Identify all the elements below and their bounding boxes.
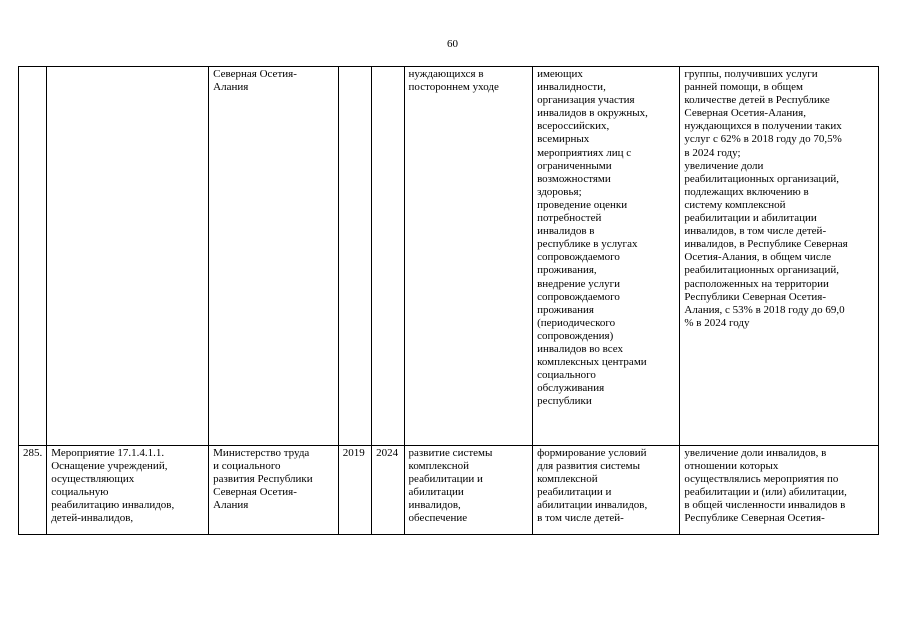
- cell-indicator: группы, получивших услуги ранней помощи, в общем количестве детей в Республике Северная Осетия-Алания, нуждающихся в получении таких услуг с 62% в 2018 году до 70,5% в 2024 году; увеличение доли реабилитационных организаций, подлежащих включению в систему комплексной реабилитации и абилитации инвалидов, в том числе детей- инвалидов, в Республике Северная Осетия-Алания, в общем числе реабилитационных организаций, расположенных на территории Республики Северная Осетия- Алания, с 53% в 2018 году до 69,0 % в 2024 году: [680, 67, 879, 446]
- page-number: 60: [447, 38, 458, 50]
- cell-year-start: 2019: [338, 446, 371, 535]
- table-row: [19, 446, 879, 535]
- table-row: [19, 67, 879, 446]
- cell-result: развитие системы комплексной реабилитации и абилитации инвалидов, обеспечение: [404, 446, 533, 535]
- program-table: [18, 66, 879, 535]
- cell-relation: формирование условий для развития системы комплексной реабилитации и абилитации инвалидов, в том числе детей-: [533, 446, 680, 535]
- cell-year-end: 2024: [372, 446, 404, 535]
- cell-event: [47, 67, 209, 446]
- cell-indicator: увеличение доли инвалидов, в отношении которых осуществлялись мероприятия по реабилитации и (или) абилитации, в общей численности инвалидов в Республике Северная Осетия-: [680, 446, 879, 535]
- cell-event: Мероприятие 17.1.4.1.1. Оснащение учреждений, осуществляющих социальную реабилитацию инвалидов, детей-инвалидов,: [47, 446, 209, 535]
- cell-relation: имеющих инвалидности, организация участия инвалидов в окружных, всероссийских, всемирных мероприятиях лиц с ограниченными возможностями здоровья; проведение оценки потребностей инвалидов в республике в услугах сопровождаемого проживания, внедрение услуги сопровождаемого проживания (периодического сопровождения) инвалидов во всех комплексных центрами социального обслуживания республики: [533, 67, 680, 446]
- cell-executor: Северная Осетия- Алания: [209, 67, 339, 446]
- cell-executor: Министерство труда и социального развития Республики Северная Осетия- Алания: [209, 446, 339, 535]
- cell-number: [19, 67, 47, 446]
- cell-year-end: [372, 67, 404, 446]
- cell-year-start: [338, 67, 371, 446]
- cell-number: 285.: [19, 446, 47, 535]
- cell-result: нуждающихся в постороннем уходе: [404, 67, 533, 446]
